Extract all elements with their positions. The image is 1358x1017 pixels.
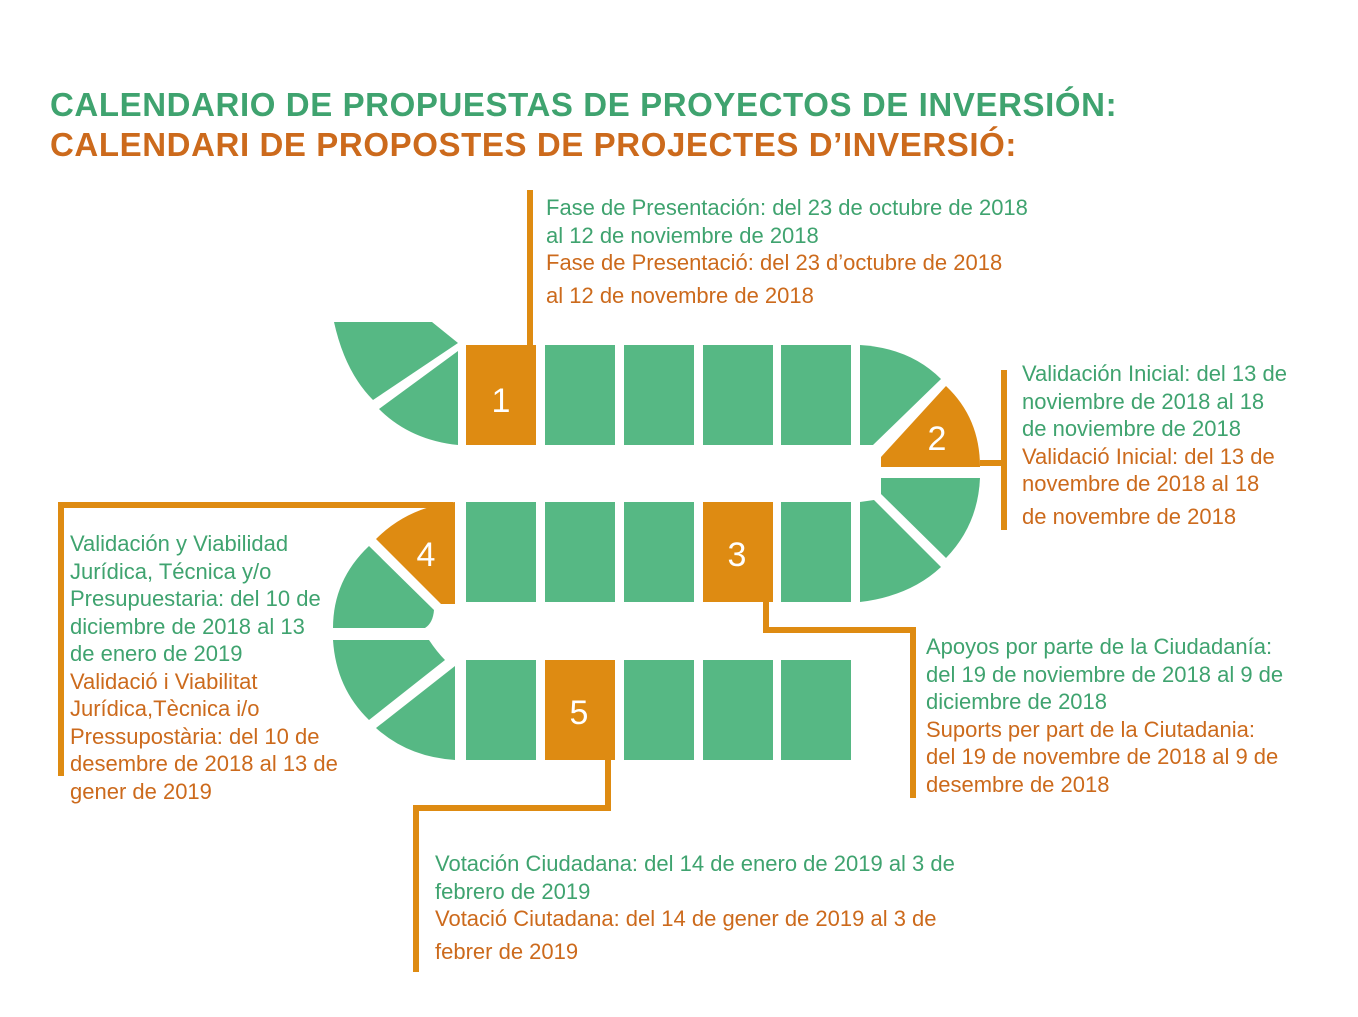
step-2-ca-line: Validació Inicial: del 13 de <box>1022 443 1275 469</box>
path-tile <box>624 345 694 445</box>
path-tile <box>466 660 536 760</box>
step-4-es-line: Validación y Viabilidad <box>70 531 289 556</box>
step-3-ca-line: desembre de 2018 <box>926 771 1110 797</box>
path-tile <box>624 502 694 602</box>
step-4-es-line: Jurídica, Técnica y/o <box>70 558 272 584</box>
step-5-es-line: Votación Ciudadana: del 14 de enero de 2019 al 3 de <box>435 851 955 876</box>
title-spanish: CALENDARIO DE PROPUESTAS DE PROYECTOS DE INVERSIÓN: <box>50 86 1118 123</box>
title-catalan: CALENDARI DE PROPOSTES DE PROJECTES D’INVERSIÓ: <box>50 126 1018 163</box>
step-3-es-line: diciembre de 2018 <box>926 689 1108 714</box>
step-3-ca-line: Suports per part de la Ciutadania: <box>926 716 1255 742</box>
step-number-5: 5 <box>569 694 589 732</box>
path-tile <box>781 345 851 445</box>
path-tile <box>703 345 773 445</box>
step-number-3: 3 <box>727 536 747 574</box>
row-1-tiles <box>334 322 980 467</box>
path-tile <box>781 660 851 760</box>
step-1-es-line: al 12 de noviembre de 2018 <box>546 222 819 248</box>
step-1-es-line: Fase de Presentación: del 23 de octubre de 2018 <box>546 195 1028 220</box>
step-3-es-line: Apoyos por parte de la Ciudadanía: <box>926 634 1273 659</box>
step-number-4: 4 <box>416 536 436 574</box>
step-4-es-line: Presupuestaria: del 10 de <box>70 586 321 611</box>
step-2-ca-line: novembre de 2018 al 18 <box>1022 471 1260 496</box>
step-5-description <box>435 850 955 965</box>
path-tile <box>466 502 536 602</box>
step-4-ca-line: gener de 2019 <box>70 778 212 804</box>
step-2-description <box>1022 360 1287 530</box>
path-tile <box>545 345 615 445</box>
path-tile <box>703 660 773 760</box>
step-number-1: 1 <box>491 382 511 420</box>
step-4-es-line: diciembre de 2018 al 13 <box>70 613 305 639</box>
step-1-description <box>546 194 1028 309</box>
step-4-es-line: de enero de 2019 <box>70 641 243 666</box>
step-4-description <box>70 530 338 805</box>
step-5-es-line: febrero de 2019 <box>435 878 591 904</box>
path-tile <box>624 660 694 760</box>
step-1-ca-line: al 12 de novembre de 2018 <box>546 282 814 308</box>
step-2-es-line: de noviembre de 2018 <box>1022 416 1241 441</box>
step-3-es-line: del 19 de noviembre de 2018 al 9 de <box>926 661 1284 687</box>
step-2-es-line: Validación Inicial: del 13 de <box>1022 361 1287 386</box>
step-4-ca-line: Validació i Viabilitat <box>70 668 258 694</box>
step-1-ca-line: Fase de Presentació: del 23 d’octubre de 2018 <box>546 250 1003 275</box>
step-3-description <box>926 633 1283 798</box>
step-4-ca-line: Jurídica,Tècnica i/o <box>70 696 260 721</box>
step-5-ca-line: febrer de 2019 <box>435 938 579 964</box>
step-4-ca-line: Pressupostària: del 10 de <box>70 723 320 749</box>
step-5-ca-line: Votació Ciutadana: del 14 de gener de 2019 al 3 de <box>435 906 937 931</box>
step-2-ca-line: de novembre de 2018 <box>1022 503 1237 529</box>
step-number-2: 2 <box>927 420 947 458</box>
step-2-es-line: noviembre de 2018 al 18 <box>1022 388 1265 414</box>
row-3-tiles <box>333 640 851 760</box>
path-tile <box>545 502 615 602</box>
step-4-ca-line: desembre de 2018 al 13 de <box>70 751 338 776</box>
step-3-ca-line: del 19 de novembre de 2018 al 9 de <box>926 744 1279 769</box>
path-tile <box>781 502 851 602</box>
